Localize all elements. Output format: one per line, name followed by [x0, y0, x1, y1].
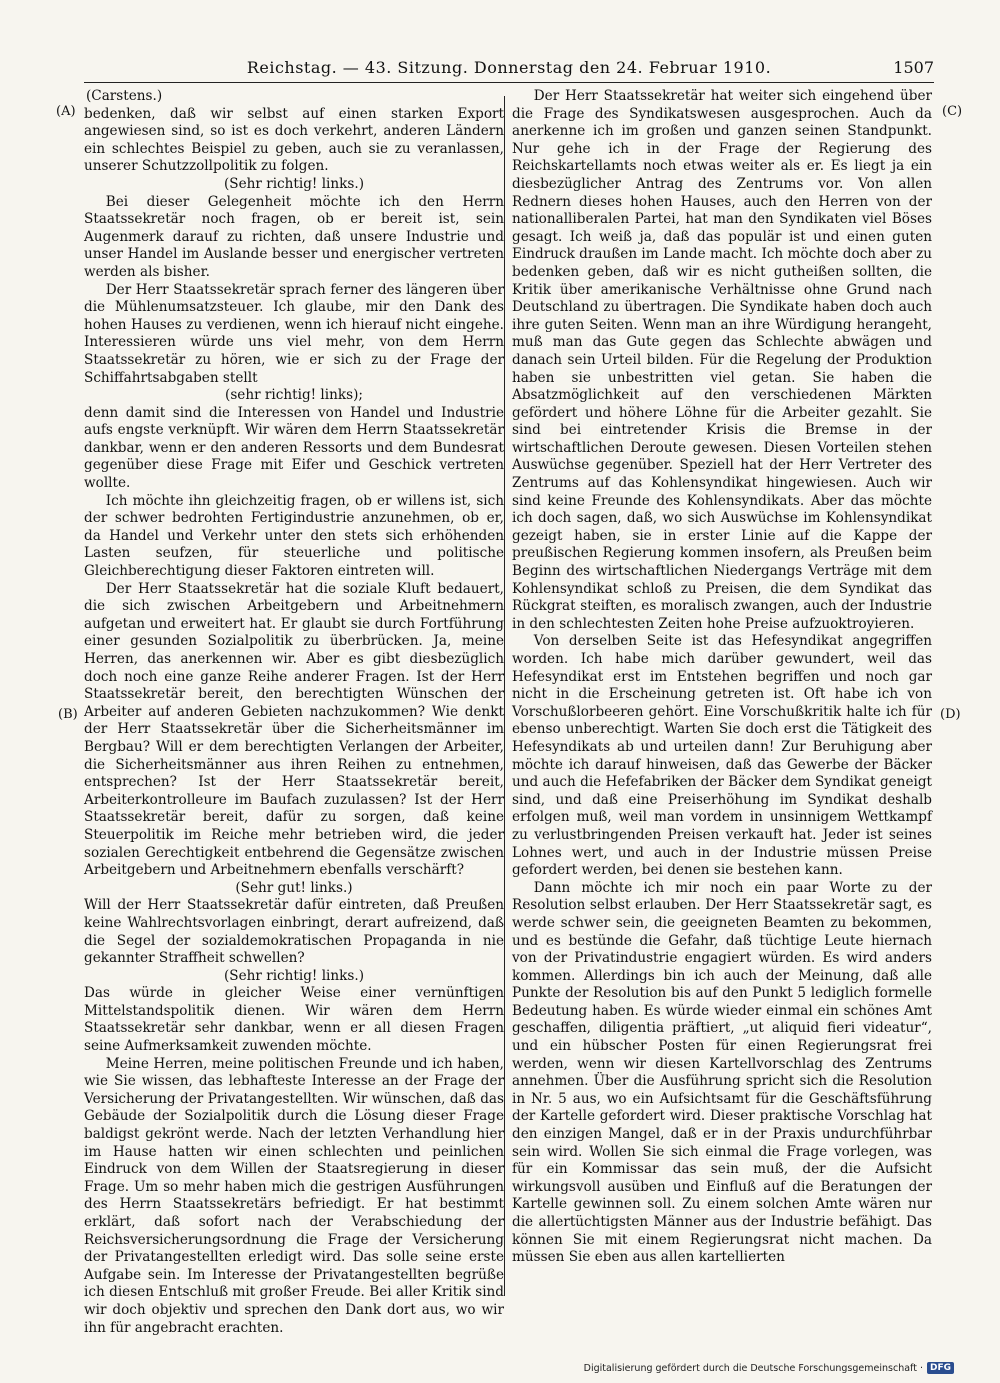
paragraph: Bei dieser Gelegenheit möchte ich den Herrn Staatssekretär noch fragen, ob er bereit ist, sein Augenmerk darauf zu richten, daß unsere Industrie und unser Handel im Auslande besser und energischer vertreten werden als bisher.: [84, 193, 504, 280]
speaker-name: (Carstens.): [86, 88, 163, 104]
paragraph: Der Herr Staatssekretär hat weiter sich eingehend über die Frage des Syndikatswesen ausgesprochen. Auch da anerkenne ich im großen und ganzen seinen Standpunkt. Nur gehe ich in der Frage der Regierung des Reichskartellamts noch etwas weiter als er. Es liegt ja ein diesbezüglicher Antrag des Zentrums vor. Von allen Rednern dieses hohen Hauses, auch den Herren von der nationalliberalen Partei, hat man den Syndikaten viel Böses gesagt. Ich weiß ja, daß das populär ist und einen guten Eindruck draußen im Lande macht. Ich möchte doch aber zu bedenken geben, daß wir es nicht gutheißen sollten, die Kritik über amerikanische Verhältnisse ohne Grund nach Deutschland zu übertragen. Die Syndikate haben doch auch ihre guten Seiten. Wenn man an ihre Würdigung herangeht, muß man das Gute gegen das Schlechte abwägen und danach sein Urteil bilden. Für die Regelung der Produktion haben sie unbestritten viel getan. Sie haben die Absatzmöglichkeit auf den verschiedenen Märkten gefördert und höhere Löhne für die Arbeiter gezahlt. Sie sind bei eintretender Krisis die Bremse in der wirtschaftlichen Deroute gewesen. Diesen Vorteilen stehen Auswüchse gegenüber. Speziell hat der Herr Vertreter des Zentrums auf das Kohlensyndikat hingewiesen. Auch wir sind keine Freunde des Kohlensyndikats. Aber das möchte ich doch sagen, daß, wo sich Auswüchse im Kohlensyndikat gezeigt haben, sie in erster Linie auf die Kappe der preußischen Regierung kommen insofern, als Preußen beim Beginn des wirtschaftlichen Niedergangs Verträge mit dem Kohlensyndikat schloß zu Preisen, die dem Syndikat das Rückgrat steiften, es moralisch zwangen, auch der Industrie in den schlechtesten Zeiten hohe Preise aufzuoktroyieren.: [512, 88, 932, 632]
interjection: (Sehr richtig! links.): [223, 967, 365, 984]
margin-mark-c: (C): [942, 104, 963, 119]
interjection: (Sehr richtig! links.): [223, 175, 365, 192]
margin-mark-a: (A): [56, 104, 76, 119]
page-number: 1507: [893, 58, 934, 77]
interjection: (Sehr gut! links.): [235, 879, 353, 896]
footer-credit: Digitalisierung gefördert durch die Deutsche Forschungsgemeinschaft ·: [583, 1362, 923, 1374]
dfg-logo: DFG: [927, 1362, 954, 1374]
paragraph: Von derselben Seite ist das Hefesyndikat angegriffen worden. Ich habe mich darüber gewundert, weil das Hefesyndikat erst im Entstehen begriffen und noch gar nicht in die Erscheinung getreten ist. Oft habe ich von Vorschußlorbeeren gehört. Eine Vorschußkritik halte ich für ebenso unberechtigt. Warten Sie doch erst die Tätigkeit des Hefesyndikats ab und urteilen dann! Zur Beruhigung aber möchte ich darauf hinweisen, daß das Gewerbe der Bäcker und auch die Hefefabriken der Bäcker dem Syndikat geneigt sind, und daß eine Preiserhöhung im Syndikat deshalb erfolgen muß, weil man vordem in unsinnigem Wettkampf zu verlustbringenden Preisen verkauft hat. Jeder ist seines Lohnes wert, und auch in der Industrie müssen Preise gefordert werden, bei denen sie bestehen kann.: [512, 633, 932, 879]
paragraph: Das würde in gleicher Weise einer vernünftigen Mittelstandspolitik dienen. Wir wären dem Herrn Staatssekretär sehr dankbar, wenn er all diesen Fragen seine Aufmerksamkeit zuwenden möchte.: [84, 985, 504, 1055]
paragraph: Der Herr Staatssekretär hat die soziale Kluft bedauert, die sich zwischen Arbeitgebern und Arbeitnehmern aufgetan und erweitert hat. Er glaubt sie durch Fortführung einer gesunden Sozialpolitik zu überbrücken. Ja, meine Herren, das anerkennen wir. Aber es gibt diesbezüglich doch noch eine ganze Reihe anderer Fragen. Ist der Herr Staatssekretär bereit, den berechtigten Wünschen der Arbeiter auf anderen Gebieten nachzukommen? Wie denkt der Herr Staatssekretär über die Sicherheitsmänner im Bergbau? Will er dem berechtigten Verlangen der Arbeiter, die Sicherheitsmänner aus ihren Reihen zu entnehmen, entsprechen? Ist der Herr Staatssekretär bereit, Arbeiterkontrolleure im Baufach zuzulassen? Ist der Herr Staatssekretär bereit, dafür zu sorgen, daß keine Steuerpolitik im Reiche mehr betrieben wird, die jeder sozialen Gerechtigkeit entbehrend die Gegensätze zwischen Arbeitgebern und Arbeitnehmern ebenfalls verschärft?: [84, 580, 504, 879]
footer: [584, 1360, 954, 1376]
interjection: (sehr richtig! links);: [225, 387, 363, 404]
paragraph: Will der Herr Staatssekretär dafür eintreten, daß Preußen keine Wahlrechtsvorlagen einbringt, derart aufreizend, daß die Segel der sozialdemokratischen Propaganda in nie gekannter Straffheit schwellen?: [84, 897, 504, 967]
margin-mark-b: (B): [58, 707, 78, 722]
paragraph: bedenken, daß wir selbst auf einen starken Export angewiesen sind, so ist es doch verkehrt, anderen Ländern ein schlechtes Beispiel zu geben, auch sie zu veranlassen, unserer Schutzzollpolitik zu folgen.: [84, 105, 504, 175]
right-column: [512, 88, 932, 1267]
paragraph: Ich möchte ihn gleichzeitig fragen, ob er willens ist, sich der schwer bedrohten Fertigindustrie anzunehmen, ob er, da Handel und Verkehr unter den stets sich erhöhenden Lasten seufzen, für steuerliche und politische Gleichberechtigung dieser Faktoren eintreten will.: [84, 492, 504, 580]
paragraph: Der Herr Staatssekretär sprach ferner des längeren über die Mühlenumsatzsteuer. Ich glaube, mir den Dank des hohen Hauses zu verdienen, wenn ich hierauf nicht eingehe. Interessieren würde uns viel mehr, von dem Herrn Staatssekretär zu hören, wie er sich zu der Frage der Schiffahrtsabgaben stellt: [84, 281, 504, 386]
running-header: [84, 58, 934, 82]
margin-mark-d: (D): [940, 707, 961, 722]
column-rule: [504, 96, 505, 1296]
header-title: Reichstag. — 43. Sitzung. Donnerstag den 24. Februar 1910.: [246, 58, 772, 77]
left-column: [84, 88, 504, 1337]
paragraph: Meine Herren, meine politischen Freunde und ich haben, wie Sie wissen, das lebhafteste Interesse an der Frage der Versicherung der Privatangestellten. Wir wünschen, daß das Gebäude der Sozialpolitik durch die Lösung dieser Frage baldigst gekrönt werde. Nach der letzten Verhandlung hier im Hause hatten wir einen schlechten und peinlichen Eindruck von dem Willen der Staatsregierung in dieser Frage. Um so mehr haben mich die gestrigen Ausführungen des Herrn Staatssekretärs befriedigt. Er hat bestimmt erklärt, daß sofort nach der Verabschiedung der Reichsversicherungsordnung die Frage der Versicherung der Privatangestellten erledigt wird. Das solle seine erste Aufgabe sein. Im Interesse der Privatangestellten begrüße ich diesen Entschluß mit großer Freude. Bei aller Kritik sind wir doch objektiv und sprechen den Dank dort aus, wo wir ihn für angebracht erachten.: [84, 1055, 504, 1336]
paragraph: Dann möchte ich mir noch ein paar Worte zu der Resolution selbst erlauben. Der Herr Staatssekretär sagt, es werde schwer sein, die geeigneten Beamten zu bekommen, und es bestünde die Gefahr, daß tüchtige Leute hiernach von der Privatindustrie engagiert würden. Es wird anders kommen. Allerdings bin ich auch der Meinung, daß alle Punkte der Resolution bis auf den Punkt 5 lediglich formelle Bedeutung haben. Es würde wieder einmal ein schönes Amt geschaffen, diligentia präftiert, „ut aliquid fieri videatur“, und ein hübscher Posten für einen Regierungsrat frei werden, wenn wir diesen Kartellvorschlag des Zentrums annehmen. Über die Ausführung spricht sich die Resolution in Nr. 5 aus, wo ein Aufsichtsamt für die Geschäftsführung der Kartelle gefordert wird. Dieser praktische Vorschlag hat den einzigen Mangel, daß er in der Praxis undurchführbar sein wird. Wollen Sie sich einmal die Frage vorlegen, was für ein Kommissar das sein muß, der die Aufsicht wirkungsvoll ausüben und Einfluß auf die Beratungen der Kartelle gewinnen soll. Zu einem solchen Amte wären nur die allertüchtigsten Männer aus der Industrie befähigt. Das können Sie mit einem Regierungsrat nicht machen. Da müssen Sie eben aus allen kartellierten: [512, 879, 932, 1266]
paragraph: denn damit sind die Interessen von Handel und Industrie aufs engste verknüpft. Wir wären dem Herrn Staatssekretär dankbar, wenn er den anderen Ressorts und dem Bundesrat gegenüber diese Frage mit Eifer und Geschick vertreten wollte.: [84, 404, 504, 492]
header-rule: [84, 82, 934, 83]
